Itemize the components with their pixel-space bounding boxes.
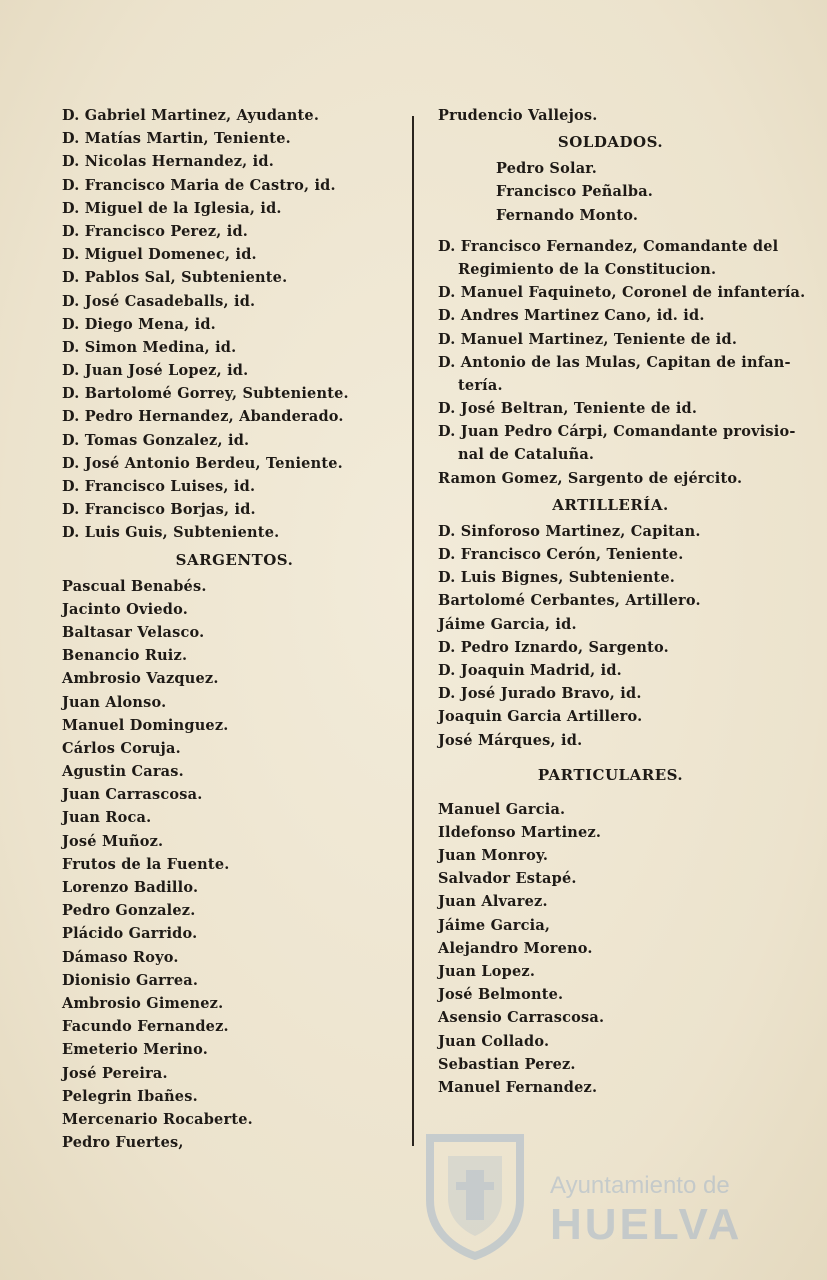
- officer-line: D. Pablos Sal, Subteniente.: [62, 269, 288, 287]
- officer-line: D. Nicolas Hernandez, id.: [62, 153, 274, 171]
- sargento-line: Pelegrin Ibañes.: [62, 1087, 198, 1105]
- officer-line: D. Tomas Gonzalez, id.: [62, 431, 250, 449]
- officer-line: D. Gabriel Martinez, Ayudante.: [62, 107, 320, 124]
- sargento-line: Cárlos Coruja.: [62, 739, 181, 757]
- officer-line: D. Matías Martin, Teniente.: [62, 130, 291, 148]
- officer-line: Ramon Gomez, Sargento de ejército.: [438, 469, 743, 487]
- sargento-line: Mercenario Rocaberte.: [62, 1110, 253, 1128]
- particular-line: Juan Alvarez.: [438, 893, 548, 911]
- sargento-line: Pedro Fuertes,: [62, 1134, 184, 1152]
- sargento-line: Emeterio Merino.: [62, 1041, 209, 1059]
- soldado-line: Fernando Monto.: [496, 206, 639, 224]
- sargento-line: Lorenzo Badillo.: [62, 879, 199, 896]
- particular-line: Manuel Garcia.: [438, 800, 566, 818]
- particular-line: Alejandro Moreno.: [438, 939, 593, 957]
- sargento-line: José Pereira.: [62, 1064, 168, 1082]
- artilleria-line: D. Luis Bignes, Subteniente.: [438, 569, 676, 587]
- sargento-line: Dámaso Royo.: [62, 948, 179, 966]
- sargento-line: Ambrosio Vazquez.: [62, 670, 219, 688]
- officer-line: D. Manuel Martinez, Teniente de id.: [438, 330, 738, 348]
- watermark-line-2: HUELVA: [550, 1200, 743, 1249]
- sargento-line: Baltasar Velasco.: [62, 623, 205, 641]
- sargento-line: José Muñoz.: [62, 832, 164, 850]
- soldados-heading: SOLDADOS.: [557, 133, 664, 152]
- officer-line: D. Simon Medina, id.: [62, 338, 237, 356]
- officer-line-continuation: tería.: [458, 376, 503, 394]
- sargento-line: Manuel Dominguez.: [62, 716, 229, 734]
- soldado-line: Francisco Peñalba.: [496, 183, 654, 201]
- sargentos-heading: SARGENTOS.: [175, 550, 294, 569]
- artilleria-line: D. Joaquin Madrid, id.: [438, 661, 622, 679]
- particular-line: Sebastian Perez.: [438, 1055, 576, 1073]
- right-column: [438, 104, 806, 1099]
- sargento-line: Jacinto Oviedo.: [62, 600, 188, 618]
- particular-line: Ildefonso Martinez.: [438, 823, 602, 841]
- spacer: [438, 752, 783, 760]
- particular-line: Juan Monroy.: [438, 847, 549, 865]
- sargento-line: Juan Alonso.: [62, 693, 167, 711]
- column-divider: [412, 116, 414, 1146]
- officer-line: D. Miguel Domenec, id.: [62, 246, 257, 264]
- sargento-line: Juan Roca.: [62, 809, 152, 827]
- artilleria-line: José Márques, id.: [438, 731, 583, 749]
- particular-line: José Belmonte.: [438, 986, 564, 1004]
- officer-line: D. Diego Mena, id.: [62, 315, 216, 333]
- sargento-line: Agustin Caras.: [62, 763, 184, 781]
- officer-line: D. José Antonio Berdeu, Teniente.: [62, 454, 343, 472]
- artilleria-line: D. Pedro Iznardo, Sargento.: [438, 638, 669, 656]
- officer-line: D. Francisco Luises, id.: [62, 478, 256, 495]
- artilleria-line: D. Sinforoso Martinez, Capitan.: [438, 522, 701, 540]
- officer-line: D. José Casadeballs, id.: [62, 292, 256, 310]
- artilleria-line: D. José Jurado Bravo, id.: [438, 685, 642, 703]
- officer-line: D. Juan Pedro Cárpi, Comandante provisio-: [438, 423, 796, 441]
- officer-line: D. José Beltran, Teniente de id.: [438, 400, 698, 418]
- officer-line: D. Miguel de la Iglesia, id.: [62, 199, 282, 217]
- sargento-line: Plácido Garrido.: [62, 925, 198, 943]
- top-line: Prudencio Vallejos.: [438, 107, 598, 124]
- particular-line: Asensio Carrascosa.: [438, 1009, 605, 1027]
- sargento-line: Frutos de la Fuente.: [62, 855, 230, 873]
- officer-line: D. Pedro Hernandez, Abanderado.: [62, 408, 344, 426]
- officer-line: D. Luis Guis, Subteniente.: [62, 524, 280, 542]
- soldado-line: Pedro Solar.: [496, 160, 598, 178]
- particular-line: Juan Collado.: [438, 1032, 550, 1050]
- officer-line: D. Antonio de las Mulas, Capitan de infan-: [438, 353, 791, 371]
- sargento-line: Facundo Fernandez.: [62, 1018, 229, 1036]
- particulares-heading: PARTICULARES.: [537, 765, 684, 784]
- spacer: [438, 790, 783, 798]
- left-column: [62, 104, 407, 1154]
- artilleria-line: Joaquin Garcia Artillero.: [438, 708, 643, 726]
- watermark-line-1: Ayuntamiento de: [550, 1172, 730, 1199]
- sargento-line: Pascual Benabés.: [62, 577, 207, 595]
- sargento-line: Ambrosio Gimenez.: [62, 994, 224, 1012]
- ayuntamiento-watermark: [420, 1130, 780, 1260]
- artilleria-line: Jáime Garcia, id.: [438, 615, 577, 633]
- spacer: [438, 227, 783, 235]
- officer-line: D. Bartolomé Gorrey, Subteniente.: [62, 385, 349, 403]
- officer-line-continuation: Regimiento de la Constitucion.: [458, 260, 717, 278]
- officer-line: D. Francisco Perez, id.: [62, 222, 249, 240]
- officer-line: D. Manuel Faquineto, Coronel de infantería.: [438, 284, 806, 302]
- sargento-line: Benancio Ruiz.: [62, 647, 188, 665]
- particular-line: Salvador Estapé.: [438, 870, 577, 888]
- officer-line: D. Francisco Borjas, id.: [62, 501, 256, 519]
- officer-line: D. Francisco Maria de Castro, id.: [62, 176, 336, 194]
- sargento-line: Juan Carrascosa.: [62, 786, 203, 804]
- sargento-line: Pedro Gonzalez.: [62, 902, 196, 920]
- officer-line: D. Juan José Lopez, id.: [62, 362, 249, 380]
- artilleria-line: D. Francisco Cerón, Teniente.: [438, 546, 684, 563]
- coat-of-arms-icon: [420, 1130, 530, 1260]
- sargento-line: Dionisio Garrea.: [62, 971, 199, 989]
- officer-line: D. Francisco Fernandez, Comandante del: [438, 237, 779, 255]
- artilleria-heading: ARTILLERÍA.: [552, 495, 669, 514]
- particular-line: Manuel Fernandez.: [438, 1078, 598, 1096]
- officer-line: D. Andres Martinez Cano, id. id.: [438, 307, 705, 325]
- particular-line: Jáime Garcia,: [438, 916, 551, 934]
- officer-line-continuation: nal de Cataluña.: [458, 446, 595, 464]
- particular-line: Juan Lopez.: [438, 963, 536, 980]
- artilleria-line: Bartolomé Cerbantes, Artillero.: [438, 592, 701, 610]
